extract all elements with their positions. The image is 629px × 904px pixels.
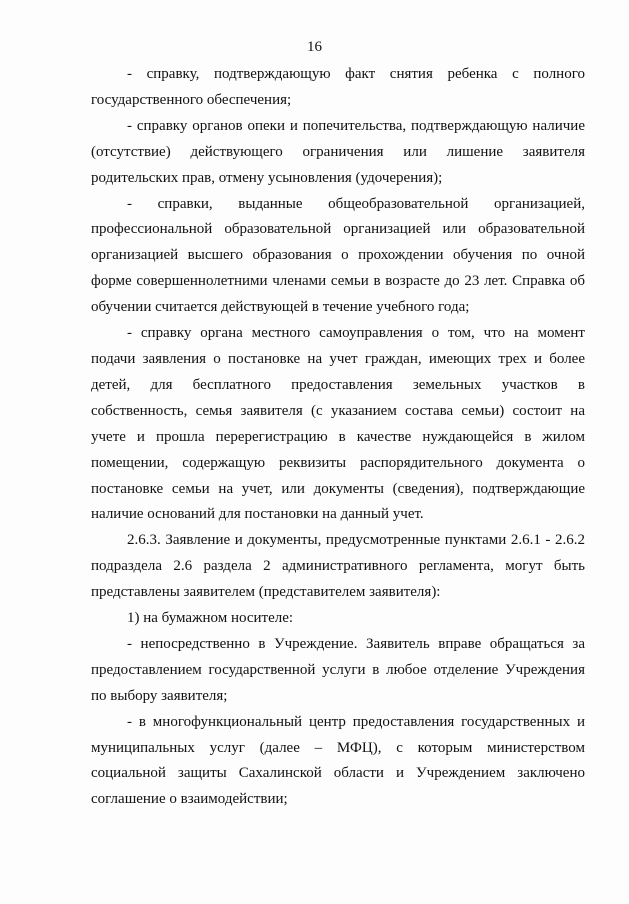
paragraph-local-government-certificate: - справку органа местного самоуправления о том, что на момент подачи заявления о постановке на учет граждан, имеющих трех и более детей, для бесплатного предоставления земельных участков в собственность, семья заявителя (с указанием состава семьи) состоит на учете и прошла перерегистрацию в качестве нуждающейся в жилом помещении, содержащую реквизиты распорядительного документа о постановке семьи на учет, или документы (сведения), подтверждающие наличие оснований для постановки на данный учет. <box>91 325 585 523</box>
paragraph-education-certificates: - справки, выданные общеобразовательной организацией, профессиональной образовательной организацией или образовательной организацией высшего образования о прохождении обучения по очной форме совершеннолетними членами семьи в возрасте до 23 лет. Справка об обучении считается действующей в течение учебного года; <box>91 195 585 316</box>
paragraph-mfc: - в многофункциональный центр предоставления государственных и муниципальных услуг (далее – МФЦ), с которым министерством социальной защиты Сахалинской области и Учреждением заключено соглашение о взаимодействии; <box>91 713 585 808</box>
paragraph-paper-medium: 1) на бумажном носителе: <box>127 610 294 627</box>
paragraph-institution-direct: - непосредственно в Учреждение. Заявитель вправе обращаться за предоставлением государственной услуги в любое отделение Учреждения по выбору заявителя; <box>91 635 585 704</box>
paragraph-section-2-6-3: 2.6.3. Заявление и документы, предусмотренные пунктами 2.6.1 - 2.6.2 подраздела 2.6 раздела 2 административного регламента, могут быть представлены заявителем (представителем заявителя): <box>91 532 585 601</box>
paragraph-guardianship-certificate: - справку органов опеки и попечительства, подтверждающую наличие (отсутствие) действующего ограничения или лишение заявителя родительских прав, отмену усыновления (удочерения); <box>91 117 585 186</box>
paragraph-child-care-certificate: - справку, подтверждающую факт снятия ребенка с полного государственного обеспечения; <box>91 66 585 108</box>
page-number: 16 <box>307 39 322 55</box>
document-body <box>91 62 585 813</box>
